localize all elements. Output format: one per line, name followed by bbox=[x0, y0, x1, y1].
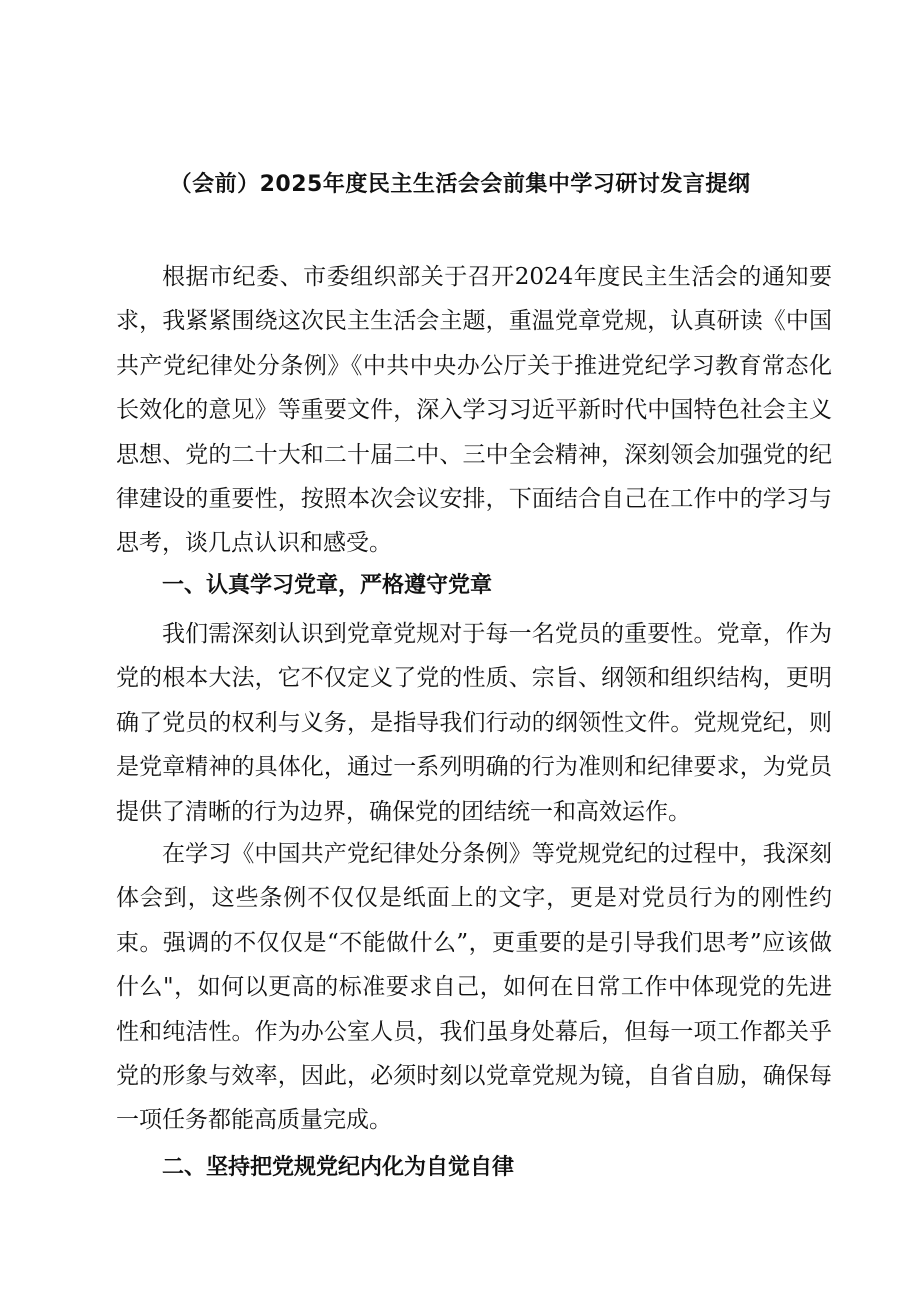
section-1-paragraph-1: 我们需深刻认识到党章党规对于每一名党员的重要性。党章，作为党的根本大法，它不仅定义了党的性质、宗旨、纲领和组织结构，更明确了党员的权利与义务，是指导我们行动的纲领性文件。党规党纪，则是党章精神的具体化，通过一系列明确的行为准则和纪律要求，为党员提供了清晰的行为边界，确保党的团结统一和高效运作。 bbox=[116, 621, 832, 825]
intro-paragraph: 根据市纪委、市委组织部关于召开2024年度民主生活会的通知要求，我紧紧围绕这次民主生活会主题，重温党章党规，认真研读《中国共产党纪律处分条例》《中共中央办公厅关于推进党纪学习教育常态化长效化的意见》等重要文件，深入学习习近平新时代中国特色社会主义思想、党的二十大和二十届二中、三中全会精神，深刻领会加强党的纪律建设的重要性，按照本次会议安排，下面结合自己在工作中的学习与思考，谈几点认识和感受。 bbox=[116, 264, 832, 557]
section-1-paragraph-2: 在学习《中国共产党纪律处分条例》等党规党纪的过程中，我深刻体会到，这些条例不仅仅是纸面上的文字，更是对党员行为的刚性约束。强调的不仅仅是“不能做什么”，更重要的是引导我们思考”应该做什么"，如何以更高的标准要求自己，如何在日常工作中体现党的先进性和纯洁性。作为办公室人员，我们虽身处幕后，但每一项工作都关乎党的形象与效率，因此，必须时刻以党章党规为镜，自省自励，确保每一项任务都能高质量完成。 bbox=[116, 841, 832, 1134]
document-title: （会前）2025年度民主生活会会前集中学习研讨发言提纲 bbox=[169, 172, 751, 197]
section-heading-1: 一、认真学习党章，严格遵守党章 bbox=[162, 573, 493, 598]
section-heading-2: 二、坚持把党规党纪内化为自觉自律 bbox=[162, 1155, 515, 1180]
